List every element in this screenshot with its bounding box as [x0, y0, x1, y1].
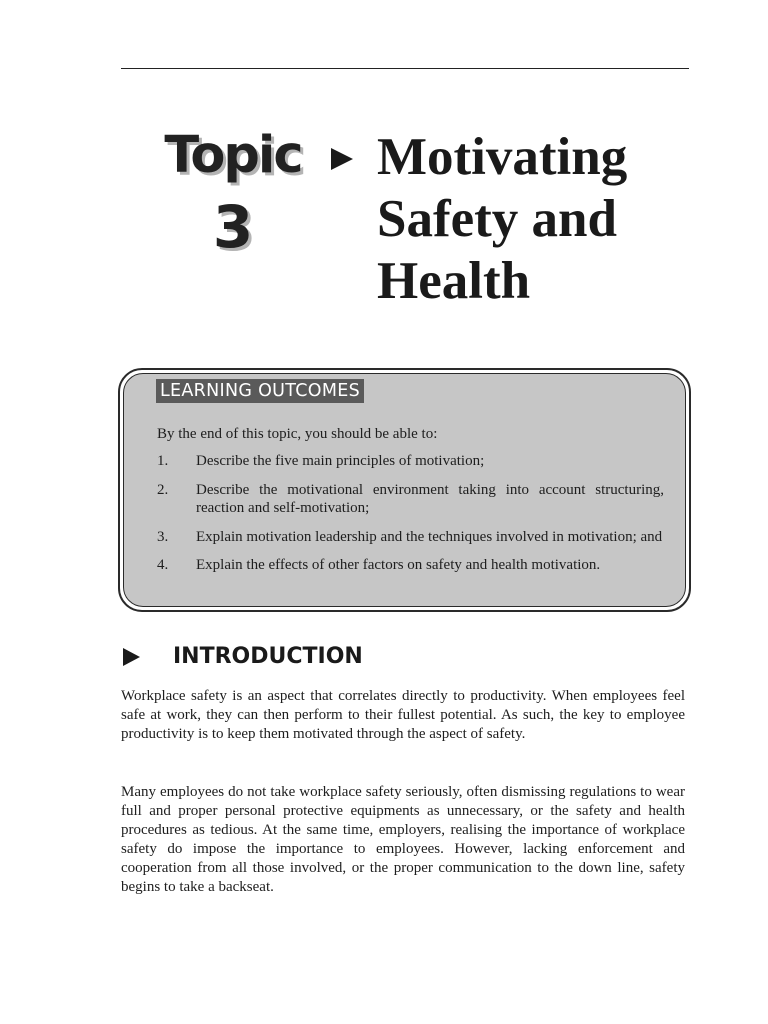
- list-item-number: 1.: [157, 453, 169, 469]
- section-arrow-icon: [123, 648, 140, 666]
- learning-outcomes-list: [157, 452, 664, 574]
- learning-outcomes-box: [118, 368, 691, 612]
- title-arrow-icon: [331, 148, 353, 170]
- title-line: Health: [377, 252, 531, 310]
- list-item-text: Describe the five main principles of motivation;: [196, 453, 485, 469]
- body-paragraph: Workplace safety is an aspect that correlates directly to productivity. When employees feel safe at work, they can then perform to their fullest potential. As such, the key to employee productivity is to keep them motivated through the aspect of safety.: [121, 688, 685, 742]
- list-item-number: 3.: [157, 529, 169, 545]
- learning-outcomes-intro: By the end of this topic, you should be able to:: [157, 426, 438, 442]
- page-title: [377, 126, 697, 312]
- list-item: [157, 556, 664, 574]
- topic-word: Topic: [164, 126, 302, 185]
- list-item-number: 2.: [157, 482, 169, 498]
- list-item-text: Describe the motivational environment taking into account structuring, reaction and self-motivation;: [196, 482, 664, 516]
- list-item: [157, 452, 664, 470]
- list-item-text: Explain motivation leadership and the techniques involved in motivation; and: [196, 529, 663, 545]
- learning-outcomes-label: LEARNING OUTCOMES: [156, 379, 364, 403]
- section-heading: INTRODUCTION: [173, 644, 363, 669]
- list-item-text: Explain the effects of other factors on safety and health motivation.: [196, 557, 601, 573]
- learning-outcomes-panel: [123, 373, 686, 607]
- list-item-number: 4.: [157, 557, 169, 573]
- list-item: [157, 528, 664, 546]
- list-item: [157, 481, 664, 517]
- title-line: Motivating: [377, 128, 628, 186]
- title-line: Safety and: [377, 190, 618, 248]
- header-rule: [121, 68, 689, 69]
- topic-number: 3: [212, 193, 254, 261]
- body-paragraph: Many employees do not take workplace safety seriously, often dismissing regulations to wear full and proper personal protective equipments as unnecessary, or the safety and health procedures as tedious. At the same time, employers, realising the importance of workplace safety do impose the importance to employees. However, lacking enforcement and cooperation from all those involved, or the proper communication to the down line, safety begins to take a backseat.: [121, 784, 685, 895]
- topic-label: [158, 122, 308, 262]
